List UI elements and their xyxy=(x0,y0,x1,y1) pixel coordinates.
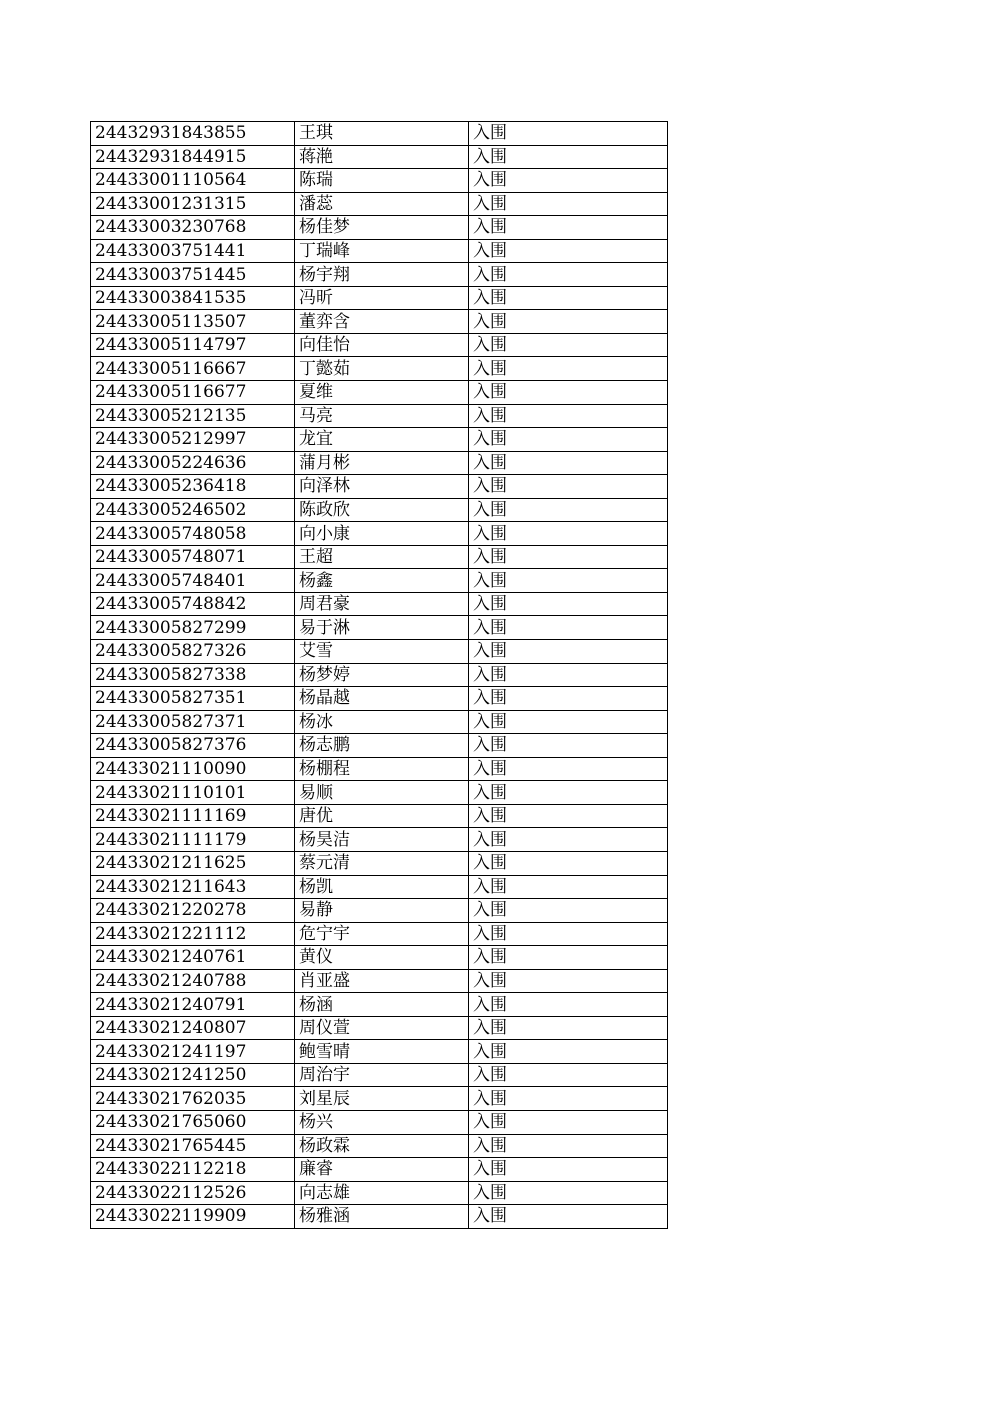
candidate-name-cell: 周仪萱 xyxy=(295,1016,469,1040)
table-row xyxy=(91,216,668,240)
candidate-name-cell: 杨晶越 xyxy=(295,687,469,711)
candidate-name-cell: 鲍雪晴 xyxy=(295,1040,469,1064)
candidate-name-cell: 杨鑫 xyxy=(295,569,469,593)
status-cell: 入围 xyxy=(469,333,668,357)
candidate-id-cell: 24433005246502 xyxy=(91,498,295,522)
table-row xyxy=(91,734,668,758)
candidate-id-cell: 24433005212135 xyxy=(91,404,295,428)
candidate-name-cell: 危宁宇 xyxy=(295,922,469,946)
status-cell: 入围 xyxy=(469,475,668,499)
status-cell: 入围 xyxy=(469,946,668,970)
status-cell: 入围 xyxy=(469,1040,668,1064)
status-cell: 入围 xyxy=(469,663,668,687)
status-cell: 入围 xyxy=(469,451,668,475)
candidate-id-cell: 24433005827326 xyxy=(91,640,295,664)
candidate-id-cell: 24433003841535 xyxy=(91,286,295,310)
table-row xyxy=(91,263,668,287)
candidate-name-cell: 肖亚盛 xyxy=(295,969,469,993)
status-cell: 入围 xyxy=(469,381,668,405)
table-row xyxy=(91,404,668,428)
table-row xyxy=(91,1158,668,1182)
candidate-name-cell: 杨佳梦 xyxy=(295,216,469,240)
candidate-id-cell: 24433021211625 xyxy=(91,851,295,875)
table-row xyxy=(91,239,668,263)
table-row xyxy=(91,569,668,593)
candidate-name-cell: 杨昊洁 xyxy=(295,828,469,852)
status-cell: 入围 xyxy=(469,122,668,146)
table-row xyxy=(91,592,668,616)
table-row xyxy=(91,640,668,664)
status-cell: 入围 xyxy=(469,993,668,1017)
candidate-name-cell: 马亮 xyxy=(295,404,469,428)
status-cell: 入围 xyxy=(469,310,668,334)
candidate-id-cell: 24433005224636 xyxy=(91,451,295,475)
table-row xyxy=(91,145,668,169)
table-row xyxy=(91,993,668,1017)
candidate-name-cell: 杨凯 xyxy=(295,875,469,899)
candidate-name-cell: 刘星辰 xyxy=(295,1087,469,1111)
table-row xyxy=(91,522,668,546)
table-row xyxy=(91,781,668,805)
status-cell: 入围 xyxy=(469,734,668,758)
candidate-name-cell: 唐优 xyxy=(295,804,469,828)
table-row xyxy=(91,428,668,452)
candidate-id-cell: 24433021111179 xyxy=(91,828,295,852)
candidate-id-cell: 24433005116667 xyxy=(91,357,295,381)
status-cell: 入围 xyxy=(469,875,668,899)
candidate-name-cell: 杨涵 xyxy=(295,993,469,1017)
table-row xyxy=(91,310,668,334)
candidate-name-cell: 杨雅涵 xyxy=(295,1205,469,1229)
candidate-id-cell: 24433021111169 xyxy=(91,804,295,828)
candidate-name-cell: 杨冰 xyxy=(295,710,469,734)
status-cell: 入围 xyxy=(469,263,668,287)
candidate-id-cell: 24433005827299 xyxy=(91,616,295,640)
candidate-id-cell: 24433005827338 xyxy=(91,663,295,687)
candidate-id-cell: 24433022112526 xyxy=(91,1181,295,1205)
table-row xyxy=(91,1063,668,1087)
table-row xyxy=(91,804,668,828)
candidate-id-cell: 24433021110090 xyxy=(91,757,295,781)
candidate-id-cell: 24433021765060 xyxy=(91,1110,295,1134)
status-cell: 入围 xyxy=(469,1063,668,1087)
candidate-name-cell: 向佳怡 xyxy=(295,333,469,357)
status-cell: 入围 xyxy=(469,781,668,805)
candidate-id-cell: 24433021211643 xyxy=(91,875,295,899)
candidate-name-cell: 周治宇 xyxy=(295,1063,469,1087)
candidate-id-cell: 24433005113507 xyxy=(91,310,295,334)
candidate-id-cell: 24433021762035 xyxy=(91,1087,295,1111)
status-cell: 入围 xyxy=(469,1181,668,1205)
status-cell: 入围 xyxy=(469,169,668,193)
candidate-name-cell: 向志雄 xyxy=(295,1181,469,1205)
table-row xyxy=(91,545,668,569)
candidate-id-cell: 24433021240791 xyxy=(91,993,295,1017)
table-row xyxy=(91,851,668,875)
candidate-name-cell: 丁懿茹 xyxy=(295,357,469,381)
table-row xyxy=(91,1016,668,1040)
candidate-name-cell: 杨志鹏 xyxy=(295,734,469,758)
table-row xyxy=(91,687,668,711)
status-cell: 入围 xyxy=(469,145,668,169)
candidate-name-cell: 陈政欣 xyxy=(295,498,469,522)
candidate-id-cell: 24432931844915 xyxy=(91,145,295,169)
status-cell: 入围 xyxy=(469,239,668,263)
table-row xyxy=(91,1040,668,1064)
status-cell: 入围 xyxy=(469,851,668,875)
candidate-name-cell: 董弈含 xyxy=(295,310,469,334)
status-cell: 入围 xyxy=(469,428,668,452)
table-row xyxy=(91,286,668,310)
table-row xyxy=(91,828,668,852)
candidate-id-cell: 24433005748071 xyxy=(91,545,295,569)
candidate-name-cell: 陈瑞 xyxy=(295,169,469,193)
status-cell: 入围 xyxy=(469,192,668,216)
candidate-id-cell: 24433001110564 xyxy=(91,169,295,193)
table-row xyxy=(91,1110,668,1134)
candidate-name-cell: 易静 xyxy=(295,899,469,923)
candidate-name-cell: 杨兴 xyxy=(295,1110,469,1134)
candidate-name-cell: 王琪 xyxy=(295,122,469,146)
candidate-id-cell: 24433021241250 xyxy=(91,1063,295,1087)
candidate-id-cell: 24433005827376 xyxy=(91,734,295,758)
status-cell: 入围 xyxy=(469,616,668,640)
table-row xyxy=(91,451,668,475)
candidate-id-cell: 24433005748401 xyxy=(91,569,295,593)
candidate-id-cell: 24433022112218 xyxy=(91,1158,295,1182)
candidate-name-cell: 易顺 xyxy=(295,781,469,805)
table-row xyxy=(91,710,668,734)
candidate-id-cell: 24433021241197 xyxy=(91,1040,295,1064)
candidate-name-cell: 周君豪 xyxy=(295,592,469,616)
table-row xyxy=(91,875,668,899)
candidate-name-cell: 杨棚程 xyxy=(295,757,469,781)
candidate-id-cell: 24433005212997 xyxy=(91,428,295,452)
candidate-name-cell: 冯昕 xyxy=(295,286,469,310)
results-table xyxy=(90,121,668,1229)
status-cell: 入围 xyxy=(469,1087,668,1111)
table-row xyxy=(91,381,668,405)
table-row xyxy=(91,757,668,781)
status-cell: 入围 xyxy=(469,804,668,828)
table-row xyxy=(91,169,668,193)
table-row xyxy=(91,663,668,687)
candidate-id-cell: 24433003230768 xyxy=(91,216,295,240)
status-cell: 入围 xyxy=(469,757,668,781)
candidate-name-cell: 杨政霖 xyxy=(295,1134,469,1158)
table-row xyxy=(91,969,668,993)
status-cell: 入围 xyxy=(469,1016,668,1040)
candidate-id-cell: 24433021240788 xyxy=(91,969,295,993)
table-row xyxy=(91,922,668,946)
results-table-body xyxy=(91,122,668,1229)
table-row xyxy=(91,122,668,146)
status-cell: 入围 xyxy=(469,592,668,616)
candidate-name-cell: 王超 xyxy=(295,545,469,569)
status-cell: 入围 xyxy=(469,216,668,240)
table-row xyxy=(91,1181,668,1205)
table-row xyxy=(91,192,668,216)
status-cell: 入围 xyxy=(469,899,668,923)
candidate-name-cell: 夏维 xyxy=(295,381,469,405)
candidate-id-cell: 24432931843855 xyxy=(91,122,295,146)
table-row xyxy=(91,333,668,357)
candidate-name-cell: 蔡元清 xyxy=(295,851,469,875)
candidate-id-cell: 24433021240761 xyxy=(91,946,295,970)
candidate-id-cell: 24433021110101 xyxy=(91,781,295,805)
candidate-id-cell: 24433021765445 xyxy=(91,1134,295,1158)
candidate-name-cell: 蒋滟 xyxy=(295,145,469,169)
candidate-id-cell: 24433005748058 xyxy=(91,522,295,546)
status-cell: 入围 xyxy=(469,1110,668,1134)
status-cell: 入围 xyxy=(469,969,668,993)
candidate-name-cell: 潘蕊 xyxy=(295,192,469,216)
table-row xyxy=(91,1205,668,1229)
status-cell: 入围 xyxy=(469,522,668,546)
table-row xyxy=(91,616,668,640)
candidate-name-cell: 丁瑞峰 xyxy=(295,239,469,263)
candidate-name-cell: 龙宜 xyxy=(295,428,469,452)
candidate-id-cell: 24433001231315 xyxy=(91,192,295,216)
table-row xyxy=(91,899,668,923)
table-row xyxy=(91,357,668,381)
candidate-id-cell: 24433005114797 xyxy=(91,333,295,357)
candidate-id-cell: 24433005116677 xyxy=(91,381,295,405)
candidate-id-cell: 24433005827351 xyxy=(91,687,295,711)
table-row xyxy=(91,1134,668,1158)
table-row xyxy=(91,498,668,522)
status-cell: 入围 xyxy=(469,687,668,711)
table-row xyxy=(91,1087,668,1111)
candidate-name-cell: 黄仪 xyxy=(295,946,469,970)
status-cell: 入围 xyxy=(469,710,668,734)
status-cell: 入围 xyxy=(469,286,668,310)
candidate-name-cell: 杨宇翔 xyxy=(295,263,469,287)
candidate-name-cell: 易于淋 xyxy=(295,616,469,640)
candidate-name-cell: 蒲月彬 xyxy=(295,451,469,475)
status-cell: 入围 xyxy=(469,1158,668,1182)
candidate-id-cell: 24433021221112 xyxy=(91,922,295,946)
candidate-id-cell: 24433003751445 xyxy=(91,263,295,287)
candidate-id-cell: 24433005827371 xyxy=(91,710,295,734)
status-cell: 入围 xyxy=(469,404,668,428)
candidate-id-cell: 24433003751441 xyxy=(91,239,295,263)
table-row xyxy=(91,475,668,499)
status-cell: 入围 xyxy=(469,569,668,593)
candidate-id-cell: 24433021220278 xyxy=(91,899,295,923)
candidate-id-cell: 24433021240807 xyxy=(91,1016,295,1040)
candidate-name-cell: 艾雪 xyxy=(295,640,469,664)
status-cell: 入围 xyxy=(469,498,668,522)
candidate-id-cell: 24433005236418 xyxy=(91,475,295,499)
candidate-name-cell: 向泽林 xyxy=(295,475,469,499)
candidate-name-cell: 廉睿 xyxy=(295,1158,469,1182)
status-cell: 入围 xyxy=(469,357,668,381)
status-cell: 入围 xyxy=(469,922,668,946)
candidate-name-cell: 向小康 xyxy=(295,522,469,546)
candidate-id-cell: 24433022119909 xyxy=(91,1205,295,1229)
status-cell: 入围 xyxy=(469,1134,668,1158)
status-cell: 入围 xyxy=(469,828,668,852)
status-cell: 入围 xyxy=(469,545,668,569)
table-row xyxy=(91,946,668,970)
candidate-name-cell: 杨梦婷 xyxy=(295,663,469,687)
status-cell: 入围 xyxy=(469,640,668,664)
candidate-id-cell: 24433005748842 xyxy=(91,592,295,616)
status-cell: 入围 xyxy=(469,1205,668,1229)
